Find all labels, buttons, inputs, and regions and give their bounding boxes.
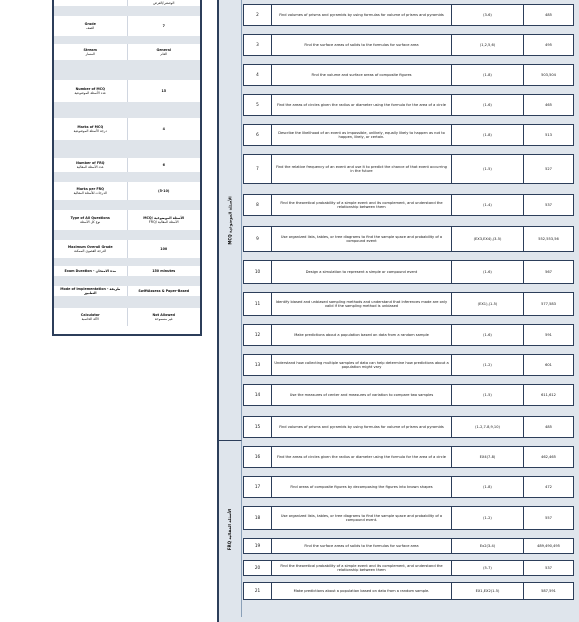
info-label-ar: عدد الأسئلة المقالية (76, 165, 104, 169)
exercise-reference: (1-8) (452, 125, 524, 145)
info-label-cell (54, 210, 128, 230)
page-numbers: 552,553,56 (538, 236, 559, 241)
panel-divider (54, 172, 200, 182)
page-numbers: 611,612 (541, 392, 556, 397)
row-number: 19 (244, 539, 272, 553)
info-label: Number of FRQ (76, 160, 105, 165)
info-value: 15 (161, 88, 167, 93)
info-label-ar: نوع كل الأسئلة (80, 220, 101, 224)
panel-divider (54, 36, 200, 44)
row-number: 6 (244, 125, 272, 145)
info-label-cell (54, 266, 128, 276)
table-row (243, 94, 574, 116)
page-numbers: 485 (545, 12, 552, 17)
panel-divider (54, 6, 200, 16)
page-numbers: 567 (545, 269, 552, 274)
learning-outcome: Find volumes of prisms and pyramids by using formulas for volume of prisms and pyramids (272, 5, 452, 25)
section-frq (219, 440, 242, 617)
info-row (54, 182, 200, 200)
table-row (243, 506, 574, 530)
learning-outcome: Find the areas of circles given the radius or diameter using the formula for the area of a circle (272, 447, 452, 467)
page-numbers: 513 (545, 132, 552, 137)
page-numbers: 557 (545, 515, 552, 520)
info-row (54, 266, 200, 276)
table-row (243, 446, 574, 468)
table-row (243, 292, 574, 316)
learning-outcome: Find the areas of circles given the radius or diameter using the formula for the area of a circle (272, 95, 452, 115)
info-value: Not Allowed (152, 312, 175, 317)
info-label: Maximum Overall Grade (67, 244, 113, 249)
exercise-reference: (1-6) (452, 95, 524, 115)
row-number: 20 (244, 561, 272, 575)
info-label: Exam Duration - مدة الامتحان (64, 268, 117, 273)
info-value-cell (128, 286, 201, 296)
exercise-reference: (EX3,EX4),(3-5) (452, 227, 524, 251)
spec-table (217, 0, 579, 622)
table-row (243, 582, 574, 600)
table-row (243, 560, 574, 576)
info-row (54, 286, 200, 296)
learning-outcome: Use organized lists, tables, or tree diagrams to find the sample space and probability of a compound event. (272, 507, 452, 529)
info-row (54, 118, 200, 140)
row-number: 18 (244, 507, 272, 529)
info-label: Stream (83, 47, 97, 52)
exercise-reference: (1-8) (452, 477, 524, 497)
page-numbers: 601 (545, 362, 552, 367)
info-value: 6 (162, 162, 165, 167)
learning-outcome: Find areas of composite figures by decomposing the figures into known shapes (272, 477, 452, 497)
info-value: 4 (162, 126, 165, 131)
exam-info-panel (52, 0, 202, 336)
row-number: 15 (244, 417, 272, 437)
row-number: 14 (244, 385, 272, 405)
exercise-reference: (1-6) (452, 261, 524, 283)
row-number: 7 (244, 155, 272, 183)
info-label: Grade (84, 21, 96, 26)
page-numbers: 495 (545, 42, 552, 47)
page-numbers: 465 (545, 102, 552, 107)
row-number: 3 (244, 35, 272, 55)
panel-divider (54, 230, 200, 240)
row-number: 10 (244, 261, 272, 283)
info-label-cell (54, 80, 128, 102)
info-label-cell (54, 44, 128, 60)
table-row (243, 4, 574, 26)
info-row (54, 308, 200, 326)
table-row (243, 476, 574, 498)
info-value: (5-10) (158, 188, 170, 193)
info-row (54, 240, 200, 258)
exercise-reference: EX1,EX2(1-5) (452, 583, 524, 599)
learning-outcome: Find the theoretical probability of a simple event and its complement, and understand the relationship between them (272, 195, 452, 215)
info-value-cell (128, 80, 201, 102)
row-number: 4 (244, 65, 272, 85)
info-label: Mode of Implementation - طريقة التطبيق (60, 286, 121, 295)
info-value-ar: غير مسموحة (154, 317, 173, 321)
row-number: 11 (244, 293, 272, 315)
learning-outcome: Make predictions about a population based on data from a random sample (272, 325, 452, 345)
section-mcq (219, 0, 242, 440)
learning-outcome: Describe the likelihood of an event as impossible, unlikely, equally likely to happen as not to happen, likely, or certain. (272, 125, 452, 145)
row-number: 2 (244, 5, 272, 25)
info-value: General (156, 47, 171, 52)
table-row (243, 538, 574, 554)
info-value-cell (128, 118, 201, 140)
info-label-ar: الدرجات للأسئلة المقالية (73, 191, 107, 195)
table-row (243, 226, 574, 252)
info-value-cell (128, 16, 201, 36)
section-frq-label: FRQ الأسئلة المقالية (227, 508, 233, 550)
info-label-cell (54, 16, 128, 36)
info-value-ar: الوصفي/العرض (153, 0, 175, 5)
table-row (243, 260, 574, 284)
learning-outcome: Find the surface areas of solids to the formulas for surface area (272, 539, 452, 553)
panel-divider (54, 60, 200, 80)
table-row (243, 324, 574, 346)
page-numbers: 591 (545, 332, 552, 337)
learning-outcome: Make predictions about a population based on data from a random sample. (272, 583, 452, 599)
info-label-cell (54, 308, 128, 326)
learning-outcome: Find the surface areas of solids to the formulas for surface area (272, 35, 452, 55)
info-value: 100 (160, 246, 168, 251)
exercise-reference: (1-5) (452, 155, 524, 183)
exercise-reference: (1-5) (452, 385, 524, 405)
exercise-reference: (1-2) (452, 507, 524, 529)
page-numbers: 537 (545, 565, 552, 570)
learning-outcome: Design a simulation to represent a simple or compound event (272, 261, 452, 283)
learning-outcome: Find volumes of prisms and pyramids by using formulas for volume of prisms and pyramids (272, 417, 452, 437)
info-row (54, 44, 200, 60)
info-label: Marks per FRQ (76, 186, 104, 191)
info-value-ar: العام (160, 52, 168, 56)
exercise-reference: (1-2) (452, 355, 524, 375)
table-row (243, 64, 574, 86)
info-row (54, 210, 200, 230)
info-value-cell (128, 266, 201, 276)
info-value-cell (128, 240, 201, 258)
info-label-cell (54, 240, 128, 258)
info-label: Type of All Questions (70, 215, 110, 220)
info-value-cell (128, 158, 201, 172)
row-number: 5 (244, 95, 272, 115)
section-mcq-label: MCQ الأسئلة الموضوعية (227, 195, 233, 245)
row-number: 12 (244, 325, 272, 345)
row-number: 8 (244, 195, 272, 215)
panel-divider (54, 140, 200, 158)
exercise-reference: (1-8) (452, 65, 524, 85)
exercise-reference: Ex2(3-4) (452, 539, 524, 553)
exercise-reference: (5-7) (452, 561, 524, 575)
info-label-ar: درجة الأسئلة الموضوعية (73, 129, 107, 133)
info-value: 7 (162, 23, 165, 28)
page-numbers: 587,591 (541, 588, 556, 593)
info-label: Calculator (80, 312, 100, 317)
table-row (243, 34, 574, 56)
learning-outcome: Use organized lists, tables, or tree diagrams to find the sample space and probability of a compound event (272, 227, 452, 251)
info-value-ar: FRQ/ الأسئلة المقالية (148, 220, 179, 224)
table-row (243, 354, 574, 376)
row-number: 9 (244, 227, 272, 251)
info-label-ar: الصف (86, 26, 95, 30)
page-numbers: 503,504 (541, 72, 556, 77)
info-label-cell (54, 158, 128, 172)
info-value: SwiftAssess & Paper-Based (138, 288, 190, 293)
page-numbers: 472 (545, 484, 552, 489)
info-row (54, 16, 200, 36)
panel-divider (54, 258, 200, 266)
page-numbers: 537 (545, 202, 552, 207)
info-label-ar: الآلة الحاسبة (81, 317, 99, 321)
info-value-cell (128, 182, 201, 200)
learning-outcome: Find the volume and surface areas of composite figures (272, 65, 452, 85)
info-label: Number of MCQ (75, 86, 105, 91)
panel-divider (54, 102, 200, 118)
info-label: Marks of MCQ (77, 124, 104, 129)
info-value: MCQ/ الأسئلة الموضوعية (143, 215, 185, 220)
info-value-cell (128, 210, 201, 230)
learning-outcome: Find the theoretical probability of a simple event and its complement, and understand the relationship between them (272, 561, 452, 575)
page-numbers: 462,465 (541, 454, 556, 459)
info-value: 150 minutes (152, 268, 176, 273)
table-row (243, 124, 574, 146)
exercise-reference: (3-6) (452, 5, 524, 25)
table-row (243, 154, 574, 184)
table-row (243, 384, 574, 406)
panel-divider (54, 200, 200, 210)
page-numbers: 577,583 (541, 301, 556, 306)
info-label-cell (54, 118, 128, 140)
exercise-reference: (1-6) (452, 325, 524, 345)
panel-divider (54, 296, 200, 308)
learning-outcome: Find the relative frequency of an event and use it to predict the chance of that event occurring in the future (272, 155, 452, 183)
exercise-reference: (1-2,7-8,9,10) (452, 417, 524, 437)
row-number: 21 (244, 583, 272, 599)
info-label-ar: المسار (85, 52, 95, 56)
row-number: 13 (244, 355, 272, 375)
page-numbers: 485 (545, 424, 552, 429)
info-row (54, 80, 200, 102)
page-numbers: 489,490,495 (537, 543, 560, 548)
learning-outcome: Understand how collecting multiple samples of data can help determine how predictions about a population might vary (272, 355, 452, 375)
exercise-reference: (1-4) (452, 195, 524, 215)
row-number: 17 (244, 477, 272, 497)
info-label-ar: الدرجة القصوى الممكنة (74, 249, 107, 253)
info-label-cell (54, 286, 128, 296)
info-label-ar: عدد الأسئلة الموضوعية (74, 91, 106, 95)
page-numbers: 527 (545, 166, 552, 171)
table-row (243, 194, 574, 216)
info-label-cell (54, 182, 128, 200)
info-value-cell (128, 44, 201, 60)
exercise-reference: (1,2,5,6) (452, 35, 524, 55)
row-number: 16 (244, 447, 272, 467)
learning-outcome: Use the measures of center and measures of variation to compare two samples (272, 385, 452, 405)
panel-divider (54, 276, 200, 286)
learning-outcome: Identify biased and unbiased sampling methods and understand that inferences made are only valid if the sampling method is unbiased (272, 293, 452, 315)
exercise-reference: EX4(7-8) (452, 447, 524, 467)
table-row (243, 416, 574, 438)
info-row (54, 158, 200, 172)
info-value-cell (128, 308, 201, 326)
exercise-reference: (EX1),(1-5) (452, 293, 524, 315)
